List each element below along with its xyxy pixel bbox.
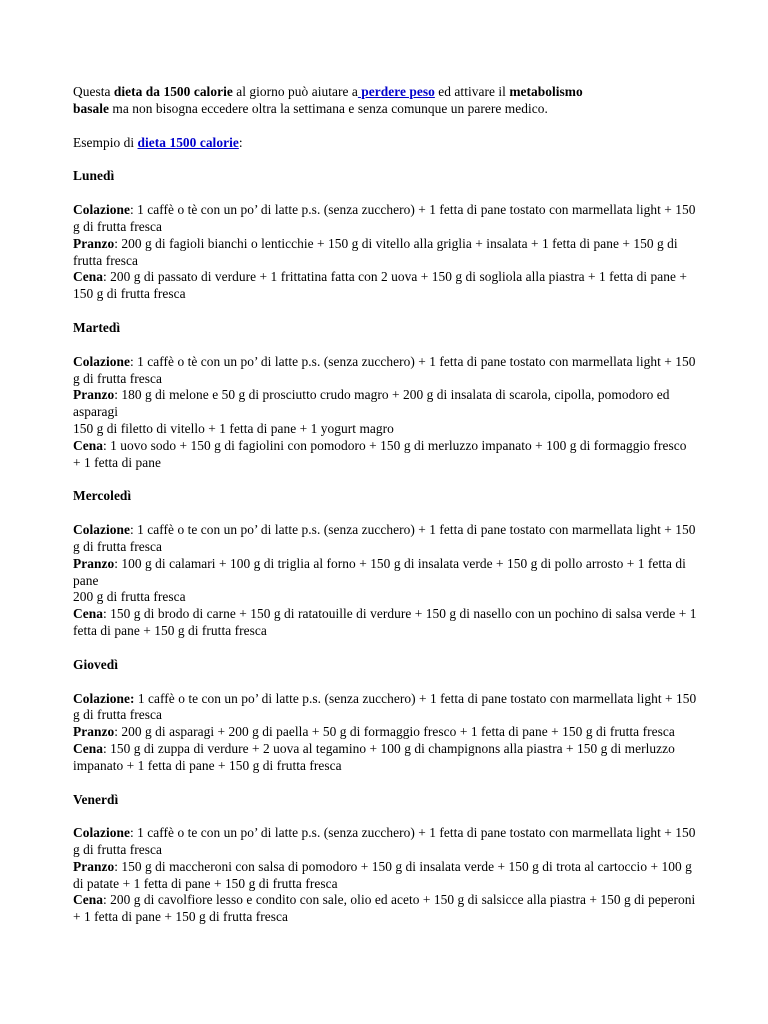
meal-label: Colazione: — [73, 690, 135, 706]
spacer — [73, 640, 697, 657]
meal-line — [73, 269, 697, 303]
dieta-1500-calorie-link[interactable]: dieta 1500 calorie — [137, 134, 239, 150]
meal-line — [73, 421, 697, 438]
meal-label: Cena — [73, 740, 103, 756]
example-suffix: : — [238, 134, 243, 150]
intro-text: ma non bisogna eccedere oltra la settimana e senza comunque un parere medico. — [109, 100, 548, 116]
day-meals — [73, 522, 697, 640]
document-page — [73, 84, 697, 926]
spacer — [73, 337, 697, 354]
meal-text: : 150 g di brodo di carne + 150 g di ratatouille di verdure + 150 g di nasello con un pochino di salsa verde + 1 fetta di pane + 150 g di frutta fresca — [73, 606, 697, 638]
day-meals — [73, 825, 697, 926]
day-title: Lunedì — [73, 168, 115, 184]
spacer — [73, 808, 697, 825]
day-title: Giovedì — [73, 656, 118, 672]
meal-label: Pranzo — [73, 858, 115, 874]
meal-text: : 150 g di maccheroni con salsa di pomodoro + 150 g di insalata verde + 150 g di trota al cartoccio + 100 g di patate + 1 fetta di pane + 150 g di frutta fresca — [73, 858, 692, 891]
meal-line — [73, 825, 697, 859]
meal-line — [73, 892, 697, 926]
spacer — [73, 303, 697, 320]
meal-text: : 1 caffè o te con un po’ di latte p.s. (senza zucchero) + 1 fetta di pane tostato con marmellata light + 150 g di frutta fresca — [73, 522, 696, 554]
meal-label: Cena — [73, 269, 103, 285]
meal-line — [73, 438, 697, 472]
perdere-peso-link[interactable]: perdere peso — [357, 84, 435, 99]
spacer — [73, 185, 697, 202]
meal-line — [73, 354, 697, 388]
meal-text: : 1 caffè o te con un po’ di latte p.s. (senza zucchero) + 1 fetta di pane tostato con marmellata light + 150 g di frutta fresca — [73, 825, 696, 858]
day-title: Venerdì — [73, 791, 119, 807]
day-meals — [73, 202, 697, 303]
meal-text: : 200 g di cavolfiore lesso e condito con sale, olio ed aceto + 150 g di salsicce alla piastra + 150 g di peperoni + 1 fetta di pane + 150 g di frutta fresca — [73, 892, 696, 925]
meal-line — [73, 236, 697, 270]
intro-bold-basale: basale — [73, 100, 110, 116]
day-title: Mercoledì — [73, 488, 132, 504]
meal-line — [73, 387, 697, 421]
meal-line — [73, 202, 697, 236]
meal-label: Cena — [73, 606, 103, 622]
intro-text: ed attivare il — [434, 84, 510, 99]
meal-line — [73, 589, 697, 606]
spacer — [73, 151, 697, 168]
meal-text: 200 g di frutta fresca — [73, 589, 186, 605]
spacer — [73, 674, 697, 691]
example-prefix: Esempio di — [73, 134, 138, 150]
meal-label: Colazione — [73, 353, 130, 369]
meal-line — [73, 859, 697, 893]
meal-label: Colazione — [73, 202, 130, 218]
intro-bold-metabolismo: metabolismo — [509, 84, 583, 99]
meal-label: Pranzo — [73, 235, 115, 251]
days-list — [73, 151, 697, 926]
intro-text: Questa — [73, 84, 114, 99]
meal-label: Cena — [73, 437, 103, 453]
meal-text: 1 caffè o te con un po’ di latte p.s. (senza zucchero) + 1 fetta di pane tostato con marmellata light + 150 g di frutta fresca — [73, 690, 697, 723]
spacer — [73, 775, 697, 792]
meal-text: : 1 caffè o tè con un po’ di latte p.s. (senza zucchero) + 1 fetta di pane tostato con marmellata light + 150 g di frutta fresca — [73, 202, 696, 234]
meal-line — [73, 741, 697, 775]
intro-paragraph — [73, 84, 697, 118]
meal-text: : 200 g di asparagi + 200 g di paella + 50 g di formaggio fresco + 1 fetta di pane + 150 g di frutta fresca — [114, 724, 675, 740]
day-meals — [73, 691, 697, 775]
meal-label: Cena — [73, 892, 103, 908]
meal-line — [73, 606, 697, 640]
example-line — [73, 135, 697, 152]
intro-text: al giorno può aiutare a — [232, 84, 358, 99]
meal-line — [73, 522, 697, 556]
meal-line — [73, 556, 697, 590]
meal-label: Pranzo — [73, 555, 115, 571]
spacer — [73, 471, 697, 488]
meal-text: : 1 caffè o tè con un po’ di latte p.s. (senza zucchero) + 1 fetta di pane tostato con marmellata light + 150 g di frutta fresca — [73, 353, 696, 386]
meal-label: Pranzo — [73, 387, 115, 403]
meal-text: 150 g di filetto di vitello + 1 fetta di pane + 1 yogurt magro — [73, 420, 394, 436]
meal-text: : 1 uovo sodo + 150 g di fagiolini con pomodoro + 150 g di merluzzo impanato + 100 g di formaggio fresco + 1 fetta di pane — [73, 437, 687, 470]
meal-text: : 200 g di fagioli bianchi o lenticchie + 150 g di vitello alla griglia + insalata + 1 fetta di pane + 150 g di frutta fresca — [73, 235, 678, 268]
spacer — [73, 505, 697, 522]
meal-text: : 180 g di melone e 50 g di prosciutto crudo magro + 200 g di insalata di scarola, cipolla, pomodoro ed asparagi — [73, 387, 670, 420]
meal-label: Colazione — [73, 825, 130, 841]
meal-label: Pranzo — [73, 724, 115, 740]
spacer — [73, 118, 697, 135]
meal-line — [73, 691, 697, 725]
meal-label: Colazione — [73, 522, 130, 538]
meal-text: : 200 g di passato di verdure + 1 frittatina fatta con 2 uova + 150 g di sogliola alla piastra + 1 fetta di pane + 150 g di frutta fresca — [73, 269, 687, 302]
meal-line — [73, 724, 697, 741]
day-title: Martedì — [73, 319, 121, 335]
meal-text: : 100 g di calamari + 100 g di triglia al forno + 150 g di insalata verde + 150 g di pollo arrosto + 1 fetta di pane — [73, 555, 686, 588]
day-meals — [73, 354, 697, 472]
meal-text: : 150 g di zuppa di verdure + 2 uova al tegamino + 100 g di champignons alla piastra + 150 g di merluzzo impanato + 1 fetta di pane + 150 g di frutta fresca — [73, 740, 675, 773]
intro-bold-dieta: dieta da 1500 calorie — [113, 84, 233, 99]
